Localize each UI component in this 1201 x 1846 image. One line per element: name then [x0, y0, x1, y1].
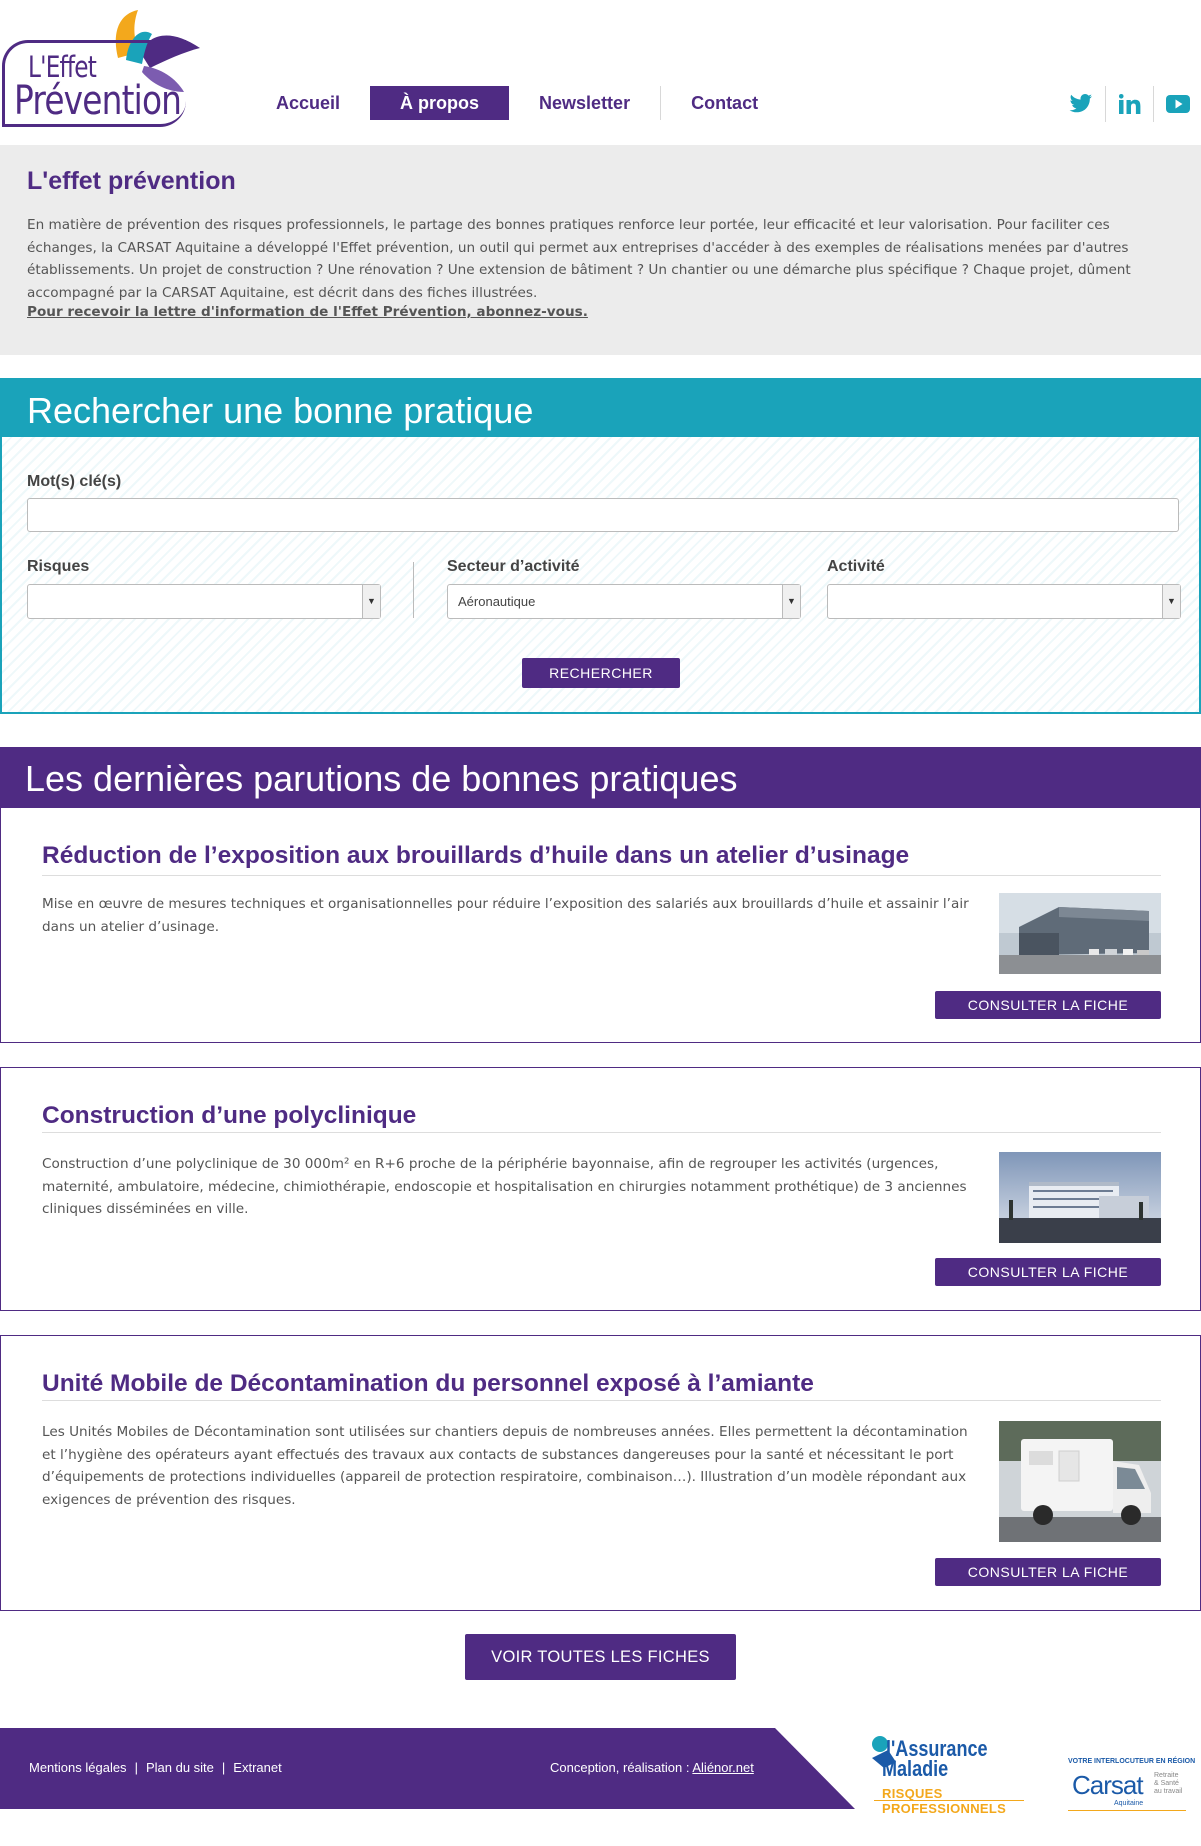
- carsat-side-2: & Santé: [1154, 1780, 1179, 1787]
- view-all-sheets-button[interactable]: VOIR TOUTES LES FICHES: [465, 1634, 736, 1680]
- nav-item-accueil[interactable]: Accueil: [276, 93, 341, 113]
- carsat-underline: [1068, 1810, 1186, 1811]
- practice-card: [0, 807, 1201, 1043]
- card-image-clinic[interactable]: [999, 1152, 1161, 1243]
- carsat-side-3: au travail: [1154, 1788, 1183, 1795]
- secteur-select[interactable]: [447, 584, 801, 619]
- chevron-down-icon: ▼: [1162, 585, 1180, 618]
- footer-separator: |: [221, 1760, 226, 1775]
- nav-item-newsletter[interactable]: Newsletter: [539, 93, 631, 113]
- consult-sheet-button[interactable]: CONSULTER LA FICHE: [935, 1558, 1161, 1586]
- secteur-value: Aéronautique: [458, 594, 536, 609]
- activite-select[interactable]: [827, 584, 1181, 619]
- consult-sheet-button[interactable]: CONSULTER LA FICHE: [935, 991, 1161, 1019]
- nav-item-contact[interactable]: Contact: [691, 93, 759, 113]
- credit-label: Conception, réalisation :: [550, 1760, 693, 1775]
- assurance-maladie-logo[interactable]: [866, 1728, 1041, 1816]
- card-image-factory[interactable]: [999, 893, 1161, 974]
- card-divider: [42, 1400, 1161, 1401]
- twitter-icon[interactable]: [1057, 86, 1105, 122]
- carsat-tagline: VOTRE INTERLOCUTEUR EN RÉGION: [1068, 1758, 1196, 1765]
- card-divider: [42, 1132, 1161, 1133]
- card-image-truck[interactable]: [999, 1421, 1161, 1542]
- card-title[interactable]: Unité Mobile de Décontamination du personnel exposé à l’amiante: [42, 1370, 814, 1397]
- search-button[interactable]: RECHERCHER: [522, 658, 680, 688]
- intro-text: En matière de prévention des risques professionnels, le partage des bonnes pratiques renforce leur portée, leur efficacité et leur valorisation. Pour faciliter ces échanges, la CARSAT Aquitaine a développé l'Effet prévention, un outil qui permet aux entreprises d'accéder à des exemples de réalisations menées par d'autres établissements. Un projet de construction ? Une rénovation ? Une extension de bâtiment ? Un chantier ou une démarche plus spécifique ? Chaque projet, dûment accompagné par la CARSAT Aquitaine, est décrit dans des fiches illustrées.: [27, 217, 1131, 301]
- field-separator: [413, 562, 414, 618]
- footer-links: [29, 1760, 282, 1775]
- activite-label: Activité: [827, 558, 885, 575]
- main-nav: [250, 86, 784, 120]
- card-title[interactable]: Construction d’une polyclinique: [42, 1102, 417, 1129]
- credit-link[interactable]: Aliénor.net: [692, 1760, 754, 1775]
- footer-credit: [550, 1760, 754, 1775]
- footer-link-plan[interactable]: Plan du site: [145, 1760, 214, 1775]
- footer-separator: |: [134, 1760, 138, 1775]
- linkedin-icon[interactable]: [1105, 86, 1153, 122]
- risques-select[interactable]: [27, 584, 381, 619]
- card-text: Mise en œuvre de mesures techniques et organisationnelles pour réduire l’exposition des salariés aux brouillards d’huile et assainir l’air dans un atelier d’usinage.: [42, 896, 969, 935]
- site-header: [0, 0, 1201, 145]
- am-line-1: l'Assurance: [886, 1736, 988, 1761]
- keywords-input[interactable]: [27, 498, 1179, 532]
- nav-item-a-propos[interactable]: À propos: [370, 86, 509, 120]
- latest-title: Les dernières parutions de bonnes pratiques: [0, 747, 1201, 807]
- logo-line-1: L'Effet: [28, 50, 97, 84]
- carsat-region: Aquitaine: [1114, 1800, 1144, 1807]
- card-title[interactable]: Réduction de l’exposition aux brouillards d’huile dans un atelier d’usinage: [42, 842, 910, 869]
- secteur-label: Secteur d’activité: [447, 558, 580, 575]
- footer-link-mentions[interactable]: Mentions légales: [29, 1760, 127, 1775]
- youtube-icon[interactable]: [1153, 86, 1201, 122]
- carsat-side-1: Retraite: [1154, 1772, 1179, 1779]
- intro-title: L'effet prévention: [27, 167, 236, 195]
- carsat-side-text: [1154, 1772, 1182, 1796]
- site-logo[interactable]: [0, 4, 210, 130]
- risques-label: Risques: [27, 558, 90, 575]
- practice-card: [0, 1335, 1201, 1611]
- footer-link-extranet[interactable]: Extranet: [233, 1760, 282, 1775]
- nav-separator: [660, 86, 661, 120]
- chevron-down-icon: ▼: [782, 585, 800, 618]
- logo-line-2: Prévention: [14, 78, 182, 124]
- chevron-down-icon: ▼: [362, 585, 380, 618]
- keywords-label: Mot(s) clé(s): [27, 473, 122, 490]
- carsat-logo[interactable]: [1064, 1758, 1196, 1812]
- newsletter-subscribe-link[interactable]: Pour recevoir la lettre d'information de l'Effet Prévention, abonnez-vous.: [27, 304, 588, 320]
- card-divider: [42, 875, 1161, 876]
- am-line-2: Maladie: [882, 1756, 949, 1781]
- am-line-3: RISQUES PROFESSIONNELS: [882, 1786, 1007, 1816]
- consult-sheet-button[interactable]: CONSULTER LA FICHE: [935, 1258, 1161, 1286]
- card-text: Les Unités Mobiles de Décontamination sont utilisées sur chantiers depuis de nombreuses années. Elles permettent la décontamination et l’hygiène des opérateurs ayant effectués des travaux aux contacts de substances dangereuses pour la santé et nécessitant le port d’équipements de protections individuelles (appareil de protection respiratoire, combinaison…). Illustration d’un modèle répondant aux exigences de prévention des risques.: [42, 1424, 968, 1508]
- card-text: Construction d’une polyclinique de 30 000m² en R+6 proche de la périphérie bayonnaise, afin de regrouper les activités (urgences, maternité, ambulatoire, médecine, chimiothérapie, endoscopie et hospitalisation en chirurgies notamment prothétique) de 3 anciennes cliniques disséminées en ville.: [42, 1156, 967, 1217]
- search-title: Rechercher une bonne pratique: [2, 380, 1199, 437]
- intro-section: [0, 145, 1201, 355]
- search-panel: [0, 378, 1201, 714]
- practice-card: [0, 1067, 1201, 1311]
- social-links: [1057, 86, 1201, 122]
- carsat-name: Carsat: [1072, 1770, 1143, 1800]
